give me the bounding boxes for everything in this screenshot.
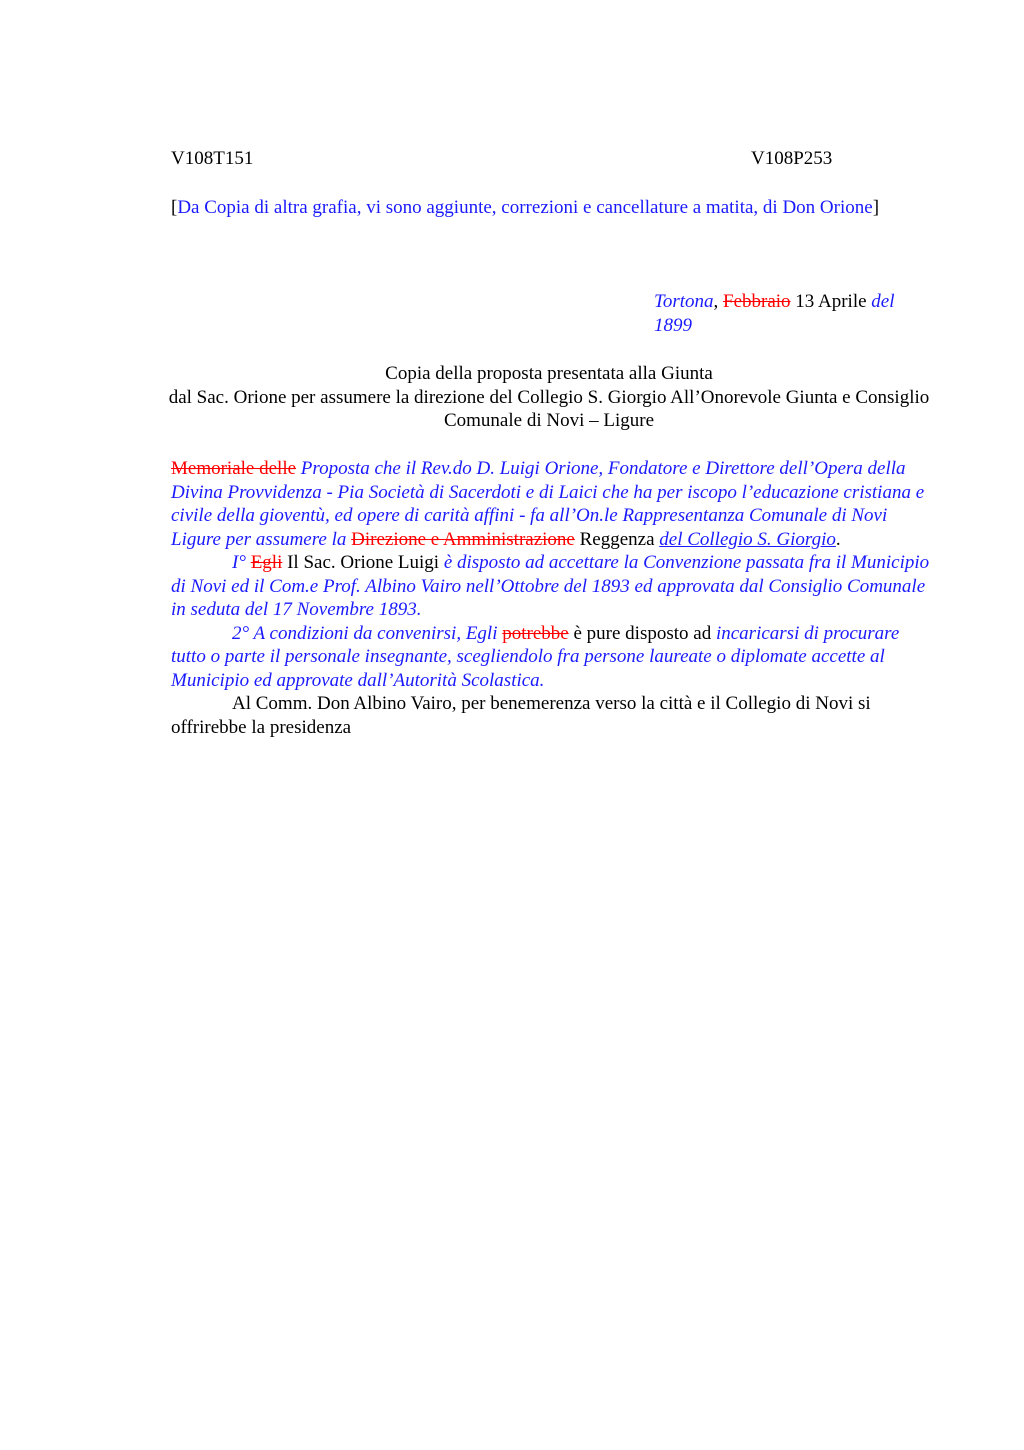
annotation-text: Proposta che il Rev.do D. Luigi Orione, Fondatore e Direttore dell’Opera della Divina Provvidenza - Pia Società di Sacerdoti e di Laici che ha per iscopo l’educazione cristiana e civile della gioventù, ed opere di carità affini - fa all’On.le Rappresentanza Comunale di Novi Ligure per assumere la (171, 458, 925, 550)
place-date (654, 290, 934, 337)
annotation-text: è disposto ad accettare la Convenzione passata fra il Municipio di Novi ed il Com.e Prof. Albino Vairo nell’Ottobre del 1893 ed approvata dal Consiglio Comunale in seduta del 17 Novembre 1893. (171, 552, 930, 620)
document-reference-right: V108P253 (751, 148, 833, 169)
place-name: Tortona (654, 291, 714, 312)
document-body (171, 457, 931, 739)
deleted-month: Febbraio (723, 291, 791, 312)
deleted-text: Memoriale delle (171, 458, 297, 479)
heading-line-1: Copia della proposta presentata alla Giunta (385, 363, 713, 384)
document-reference-left: V108T151 (171, 148, 254, 169)
point-number: I° (232, 552, 246, 573)
annotation-text: 2° A condizioni da convenirsi, Egli (232, 622, 498, 644)
paragraph-point-1 (171, 551, 931, 622)
underlined-annotation: del Collegio S. Giorgio (659, 528, 836, 550)
annotation-text: incaricarsi di procurare tutto o parte il personale insegnante, scegliendolo fra persone laureate o diplomate accette al Municipio ed approvate dall’Autorità Scolastica. (171, 622, 900, 691)
deleted-text: Direzione e Amministrazione (351, 528, 575, 550)
plain-text: . (835, 528, 841, 550)
paragraph-point-2 (171, 622, 931, 693)
plain-text: è pure disposto ad (568, 622, 716, 644)
editor-note-open-bracket: [ (171, 197, 178, 218)
document-heading (160, 362, 938, 433)
date-text: 13 Aprile (790, 291, 872, 312)
year-prefix: del (871, 291, 895, 312)
deleted-text: Egli (250, 552, 283, 573)
paragraph-presidency: Al Comm. Don Albino Vairo, per benemerenza verso la città e il Collegio di Novi si offrirebbe la presidenza (171, 693, 871, 738)
paragraph-proposal (171, 457, 931, 551)
editor-note-close-bracket: ] (872, 197, 880, 218)
year: 1899 (654, 314, 692, 336)
place-comma: , (713, 291, 723, 312)
plain-text: Il Sac. Orione Luigi (282, 552, 444, 573)
deleted-text: potrebbe (502, 622, 569, 644)
editor-note (171, 196, 891, 220)
editor-note-text: Da Copia di altra grafia, vi sono aggiunte, correzioni e cancellature a matita, di Don Orione (177, 197, 873, 218)
heading-line-2: dal Sac. Orione per assumere la direzione del Collegio S. Giorgio All’Onorevole Giunta e Consiglio Comunale di Novi – Ligure (168, 386, 930, 431)
plain-text: Reggenza (574, 528, 660, 550)
